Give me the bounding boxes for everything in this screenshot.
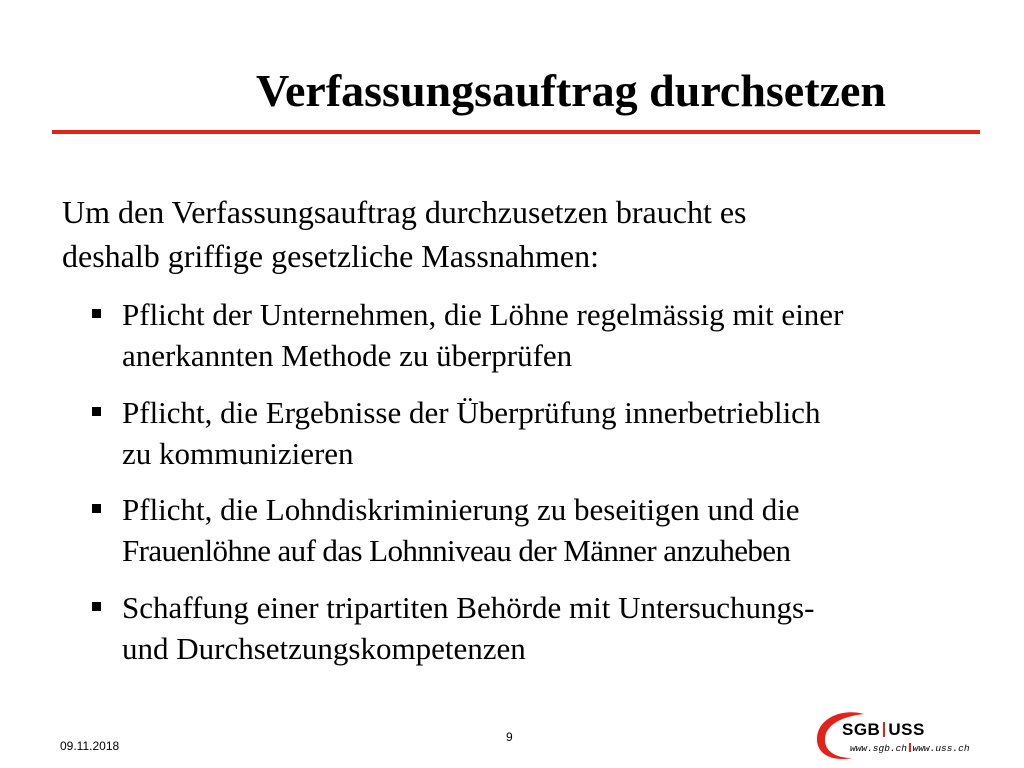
slide-title: Verfassungsauftrag durchsetzen — [256, 65, 886, 116]
bullet-line-1: Schaffung einer tripartiten Behörde mit Untersuchungs- — [122, 590, 815, 625]
logo-url-separator — [909, 743, 911, 752]
square-bullet-icon — [92, 504, 101, 513]
bullet-line-2: anerkannten Methode zu überprüfen — [122, 338, 573, 373]
intro-paragraph — [62, 190, 962, 278]
bullet-text — [122, 587, 992, 669]
logo-url-uss: www.uss.ch — [912, 743, 970, 754]
sgb-uss-logo — [812, 708, 984, 764]
bullet-line-1: Pflicht der Unternehmen, die Löhne regelmässig mit einer — [122, 297, 844, 332]
bullet-line-1: Pflicht, die Ergebnisse der Überprüfung innerbetrieblich — [122, 395, 821, 430]
logo-separator — [883, 722, 885, 737]
footer-date: 09.11.2018 — [60, 739, 120, 753]
logo-url-sgb: www.sgb.ch — [850, 743, 908, 754]
bullet-line-1: Pflicht, die Lohndiskriminierung zu beseitigen und die — [122, 492, 800, 527]
intro-line-2: deshalb griffige gesetzliche Massnahmen: — [62, 238, 600, 274]
bullet-text — [122, 294, 992, 376]
bullet-line-2: Frauenlöhne auf das Lohnniveau der Männer anzuheben — [122, 533, 791, 568]
square-bullet-icon — [92, 602, 101, 611]
square-bullet-icon — [92, 309, 101, 318]
logo-wordmark — [842, 720, 925, 740]
bullet-text — [122, 489, 992, 571]
page-number: 9 — [506, 730, 513, 744]
intro-line-1: Um den Verfassungsauftrag durchzusetzen braucht es — [62, 194, 747, 230]
title-underline-divider — [52, 130, 980, 134]
logo-uss-text: USS — [888, 720, 925, 739]
bullet-line-2: zu kommunizieren — [122, 436, 354, 471]
bullet-line-2: und Durchsetzungskompetenzen — [122, 631, 526, 666]
bullet-text — [122, 392, 992, 474]
logo-sgb-text: SGB — [842, 720, 881, 739]
square-bullet-icon — [92, 407, 101, 416]
logo-url — [850, 743, 970, 754]
